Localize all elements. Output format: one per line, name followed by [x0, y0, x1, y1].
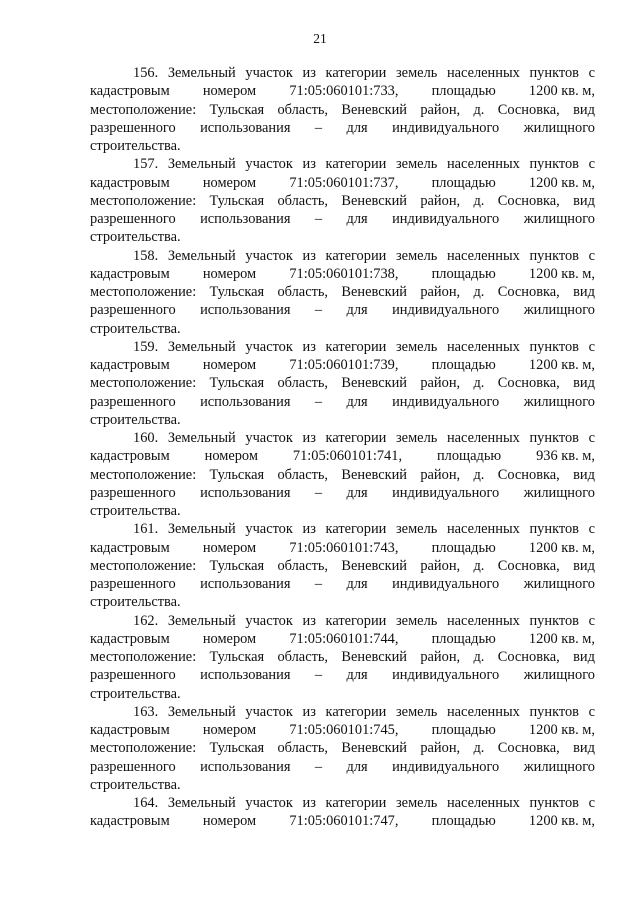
word: участок	[245, 156, 293, 173]
word: 1200 кв. м,	[528, 83, 595, 100]
word: Земельный	[167, 430, 236, 446]
word: пунктов	[529, 521, 579, 538]
word: участок	[245, 703, 293, 720]
word: из	[302, 703, 316, 720]
word: Веневский	[341, 284, 407, 300]
word: –	[314, 667, 323, 684]
word: индивидуального	[392, 758, 500, 775]
word: индивидуального	[392, 393, 500, 410]
word: район,	[420, 557, 461, 574]
word: Тульская	[209, 649, 265, 665]
word: площадью	[431, 813, 496, 830]
word: площадью	[431, 357, 496, 373]
word: строительства.	[90, 594, 181, 611]
word: 1200 кв. м,	[528, 357, 595, 373]
page-number: 21	[313, 31, 327, 46]
word: использования	[200, 576, 291, 592]
text-line	[90, 612, 595, 630]
word: использования	[200, 484, 291, 501]
word: область,	[277, 192, 329, 209]
word: Земельный	[167, 521, 236, 538]
word: строительства.	[90, 320, 181, 337]
word: местоположение:	[90, 466, 197, 483]
word: разрешенного	[90, 393, 176, 410]
word: Земельный	[167, 65, 236, 81]
text-line	[90, 411, 595, 429]
word: 71:05:060101:739,	[289, 357, 399, 373]
text-line	[90, 703, 595, 721]
text-line	[90, 155, 595, 173]
word: жилищного	[523, 393, 595, 410]
text-line	[90, 685, 595, 703]
word: населенных	[446, 65, 520, 81]
word: Веневский	[341, 740, 407, 757]
text-line	[90, 82, 595, 100]
word: Земельный	[167, 338, 236, 355]
word: кадастровым	[90, 265, 170, 282]
word: 1200 кв. м,	[528, 630, 595, 647]
word: Земельный	[167, 156, 236, 173]
word: местоположение:	[90, 740, 197, 757]
word: кадастровым	[90, 630, 170, 647]
text-line	[90, 539, 595, 557]
word: Веневский	[341, 192, 407, 209]
word: Веневский	[341, 466, 407, 483]
word: 160.	[133, 430, 159, 446]
word: индивидуального	[392, 211, 500, 227]
word: жилищного	[523, 758, 595, 775]
text-line	[90, 447, 595, 465]
word: пунктов	[529, 430, 579, 446]
word: площадью	[431, 174, 496, 191]
document-body	[90, 64, 595, 831]
text-line	[90, 265, 595, 283]
word: Сосновка,	[497, 740, 560, 757]
word: 1200 кв. м,	[528, 539, 595, 556]
word: строительства.	[90, 229, 181, 246]
word: кадастровым	[90, 539, 170, 556]
word: местоположение:	[90, 557, 197, 574]
word: земель	[396, 795, 438, 811]
word: 71:05:060101:737,	[289, 174, 399, 191]
text-line	[90, 101, 595, 119]
word: для	[346, 211, 368, 227]
word: для	[346, 758, 368, 775]
word: область,	[277, 740, 329, 757]
word: из	[302, 795, 316, 811]
word: участок	[245, 521, 293, 538]
word: вид	[573, 649, 595, 665]
word: категории	[325, 338, 387, 355]
word: для	[346, 484, 368, 501]
text-line	[90, 192, 595, 210]
word: населенных	[446, 795, 520, 811]
word: индивидуального	[392, 667, 500, 684]
list-item	[90, 612, 595, 703]
word: Веневский	[341, 649, 407, 665]
word: индивидуального	[392, 119, 500, 136]
word: площадью	[431, 722, 496, 738]
text-line	[90, 64, 595, 82]
word: область,	[277, 466, 329, 483]
list-item	[90, 247, 595, 338]
word: категории	[325, 430, 387, 446]
word: для	[346, 393, 368, 410]
word: номером	[202, 83, 257, 100]
word: –	[314, 393, 323, 410]
word: 163.	[133, 703, 159, 720]
word: площадью	[431, 83, 496, 100]
word: кадастровым	[90, 448, 170, 465]
word: жилищного	[523, 484, 595, 501]
word: индивидуального	[392, 302, 500, 319]
word: жилищного	[523, 576, 595, 592]
word: Сосновка,	[497, 557, 560, 574]
word: 71:05:060101:733,	[289, 83, 399, 100]
text-line	[90, 575, 595, 593]
word: разрешенного	[90, 119, 176, 136]
list-item	[90, 338, 595, 429]
word: пунктов	[529, 703, 579, 720]
word: 1200 кв. м,	[528, 174, 595, 191]
text-line	[90, 429, 595, 447]
word: пунктов	[529, 247, 579, 264]
word: населенных	[446, 612, 520, 629]
word: Тульская	[209, 466, 265, 483]
word: категории	[325, 247, 387, 264]
word: для	[346, 576, 368, 592]
word: с	[588, 612, 595, 629]
word: д.	[473, 557, 485, 574]
word: участок	[245, 247, 293, 264]
word: категории	[325, 795, 387, 811]
word: Веневский	[341, 101, 407, 118]
word: Тульская	[209, 192, 265, 209]
word: район,	[420, 375, 461, 392]
word: строительства.	[90, 411, 181, 428]
list-item	[90, 794, 595, 831]
word: вид	[573, 101, 595, 118]
text-line	[90, 721, 595, 739]
word: 159.	[133, 338, 159, 355]
word: –	[314, 119, 323, 136]
word: использования	[200, 667, 291, 684]
word: участок	[245, 338, 293, 355]
word: категории	[325, 612, 387, 629]
word: д.	[473, 101, 485, 118]
word: населенных	[446, 703, 520, 720]
word: разрешенного	[90, 576, 176, 592]
list-item	[90, 429, 595, 520]
word: категории	[325, 65, 387, 81]
list-item	[90, 520, 595, 611]
word: с	[588, 430, 595, 446]
word: местоположение:	[90, 375, 197, 392]
word: Сосновка,	[497, 466, 560, 483]
word: 1200 кв. м,	[528, 265, 595, 282]
word: 71:05:060101:745,	[289, 722, 399, 738]
word: Земельный	[167, 247, 236, 264]
word: разрешенного	[90, 758, 176, 775]
word: площадью	[431, 539, 496, 556]
word: вид	[573, 557, 595, 574]
word: д.	[473, 740, 485, 757]
word: из	[302, 247, 316, 264]
word: площадью	[436, 448, 502, 465]
word: номером	[202, 630, 257, 647]
word: жилищного	[523, 211, 595, 227]
word: земель	[396, 430, 438, 446]
word: земель	[396, 612, 438, 629]
word: населенных	[446, 521, 520, 538]
word: участок	[245, 612, 293, 629]
word: разрешенного	[90, 302, 176, 319]
word: площадью	[431, 265, 496, 282]
word: вид	[573, 192, 595, 209]
word: 71:05:060101:744,	[289, 630, 399, 647]
word: район,	[420, 101, 461, 118]
word: 161.	[133, 521, 159, 538]
text-line	[90, 502, 595, 520]
word: район,	[420, 284, 461, 300]
word: –	[314, 211, 323, 227]
text-line	[90, 137, 595, 155]
word: район,	[420, 649, 461, 665]
word: 71:05:060101:743,	[289, 539, 399, 556]
word: использования	[200, 393, 291, 410]
word: использования	[200, 119, 291, 136]
word: земель	[396, 156, 438, 173]
list-item	[90, 64, 595, 155]
word: использования	[200, 211, 291, 227]
word: область,	[277, 101, 329, 118]
word: район,	[420, 466, 461, 483]
word: жилищного	[523, 302, 595, 319]
word: Сосновка,	[497, 375, 560, 392]
word: населенных	[446, 247, 520, 264]
word: участок	[245, 65, 293, 81]
list-item	[90, 155, 595, 246]
text-line	[90, 812, 595, 830]
word: номером	[202, 265, 257, 282]
word: 158.	[133, 247, 159, 264]
word: Тульская	[209, 101, 265, 118]
word: Тульская	[209, 375, 265, 392]
word: разрешенного	[90, 211, 176, 227]
text-line	[90, 466, 595, 484]
word: вид	[573, 375, 595, 392]
text-line	[90, 247, 595, 265]
word: Тульская	[209, 284, 265, 300]
text-line	[90, 210, 595, 228]
word: кадастровым	[90, 83, 170, 100]
word: Веневский	[341, 557, 407, 574]
text-line	[90, 520, 595, 538]
word: –	[314, 758, 323, 775]
word: Сосновка,	[497, 649, 560, 665]
text-line	[90, 739, 595, 757]
word: д.	[473, 375, 485, 392]
word: индивидуального	[392, 576, 500, 592]
word: кадастровым	[90, 357, 170, 373]
word: земель	[396, 703, 438, 720]
word: район,	[420, 192, 461, 209]
word: номером	[202, 357, 257, 373]
word: использования	[200, 758, 291, 775]
word: 71:05:060101:747,	[289, 813, 399, 830]
text-line	[90, 648, 595, 666]
word: 157.	[133, 156, 159, 173]
word: д.	[473, 466, 485, 483]
text-line	[90, 356, 595, 374]
word: населенных	[446, 156, 520, 173]
word: номером	[202, 722, 257, 738]
word: Сосновка,	[497, 284, 560, 300]
word: 164.	[133, 795, 159, 811]
word: 156.	[133, 65, 159, 81]
word: 936 кв. м,	[536, 448, 595, 465]
word: пунктов	[529, 612, 579, 629]
word: разрешенного	[90, 667, 176, 684]
word: пунктов	[529, 65, 579, 81]
word: Веневский	[341, 375, 407, 392]
word: категории	[325, 703, 387, 720]
word: для	[346, 302, 368, 319]
text-line	[90, 320, 595, 338]
word: категории	[325, 521, 387, 538]
word: с	[588, 156, 595, 173]
word: 71:05:060101:738,	[289, 265, 399, 282]
word: –	[314, 302, 323, 319]
word: строительства.	[90, 685, 181, 702]
word: земель	[396, 65, 438, 81]
text-line	[90, 283, 595, 301]
word: жилищного	[523, 119, 595, 136]
word: для	[346, 119, 368, 136]
word: район,	[420, 740, 461, 757]
word: из	[302, 612, 316, 629]
word: местоположение:	[90, 101, 197, 118]
word: кадастровым	[90, 722, 170, 738]
word: область,	[277, 284, 329, 300]
word: местоположение:	[90, 192, 197, 209]
word: область,	[277, 557, 329, 574]
word: Земельный	[167, 703, 236, 720]
word: Земельный	[167, 612, 236, 629]
word: номером	[202, 539, 257, 556]
text-line	[90, 794, 595, 812]
word: –	[314, 484, 323, 501]
word: вид	[573, 740, 595, 757]
word: вид	[573, 466, 595, 483]
word: 1200 кв. м,	[528, 813, 595, 830]
word: участок	[245, 430, 293, 446]
word: участок	[245, 795, 293, 811]
word: земель	[396, 521, 438, 538]
word: с	[588, 338, 595, 355]
word: с	[588, 247, 595, 264]
word: кадастровым	[90, 174, 170, 191]
text-line	[90, 174, 595, 192]
word: населенных	[446, 430, 520, 446]
word: с	[588, 795, 595, 811]
text-line	[90, 484, 595, 502]
word: Тульская	[209, 557, 265, 574]
word: 162.	[133, 612, 159, 629]
text-line	[90, 776, 595, 794]
word: строительства.	[90, 503, 181, 519]
word: Сосновка,	[497, 192, 560, 209]
word: номером	[202, 813, 257, 830]
word: Земельный	[167, 795, 236, 811]
text-line	[90, 393, 595, 411]
word: Сосновка,	[497, 101, 560, 118]
word: для	[346, 667, 368, 684]
word: пунктов	[529, 156, 579, 173]
word: из	[302, 521, 316, 538]
word: жилищного	[523, 667, 595, 684]
word: из	[302, 156, 316, 173]
word: д.	[473, 649, 485, 665]
word: с	[588, 65, 595, 81]
word: д.	[473, 192, 485, 209]
word: земель	[396, 338, 438, 355]
text-line	[90, 557, 595, 575]
word: 71:05:060101:741,	[292, 448, 403, 465]
text-line	[90, 301, 595, 319]
word: д.	[473, 284, 485, 300]
word: разрешенного	[90, 484, 176, 501]
word: кадастровым	[90, 813, 170, 830]
text-line	[90, 758, 595, 776]
word: местоположение:	[90, 649, 197, 665]
word: –	[314, 576, 323, 592]
word: номером	[202, 174, 257, 191]
text-line	[90, 374, 595, 392]
word: пунктов	[529, 338, 579, 355]
text-line	[90, 593, 595, 611]
word: из	[302, 338, 316, 355]
word: номером	[204, 448, 258, 465]
word: категории	[325, 156, 387, 173]
word: с	[588, 521, 595, 538]
word: использования	[200, 302, 291, 319]
text-line	[90, 630, 595, 648]
text-line	[90, 338, 595, 356]
text-line	[90, 119, 595, 137]
word: с	[588, 703, 595, 720]
text-line	[90, 666, 595, 684]
word: область,	[277, 649, 329, 665]
word: из	[302, 65, 316, 81]
word: земель	[396, 247, 438, 264]
word: вид	[573, 284, 595, 300]
word: местоположение:	[90, 284, 197, 300]
text-line	[90, 228, 595, 246]
word: 1200 кв. м,	[528, 722, 595, 738]
word: пунктов	[529, 795, 579, 811]
word: область,	[277, 375, 329, 392]
word: Тульская	[209, 740, 265, 757]
word: площадью	[431, 630, 496, 647]
word: из	[302, 430, 316, 446]
list-item	[90, 703, 595, 794]
word: населенных	[446, 338, 520, 355]
word: строительства.	[90, 138, 181, 154]
word: индивидуального	[392, 484, 500, 501]
word: строительства.	[90, 776, 181, 793]
